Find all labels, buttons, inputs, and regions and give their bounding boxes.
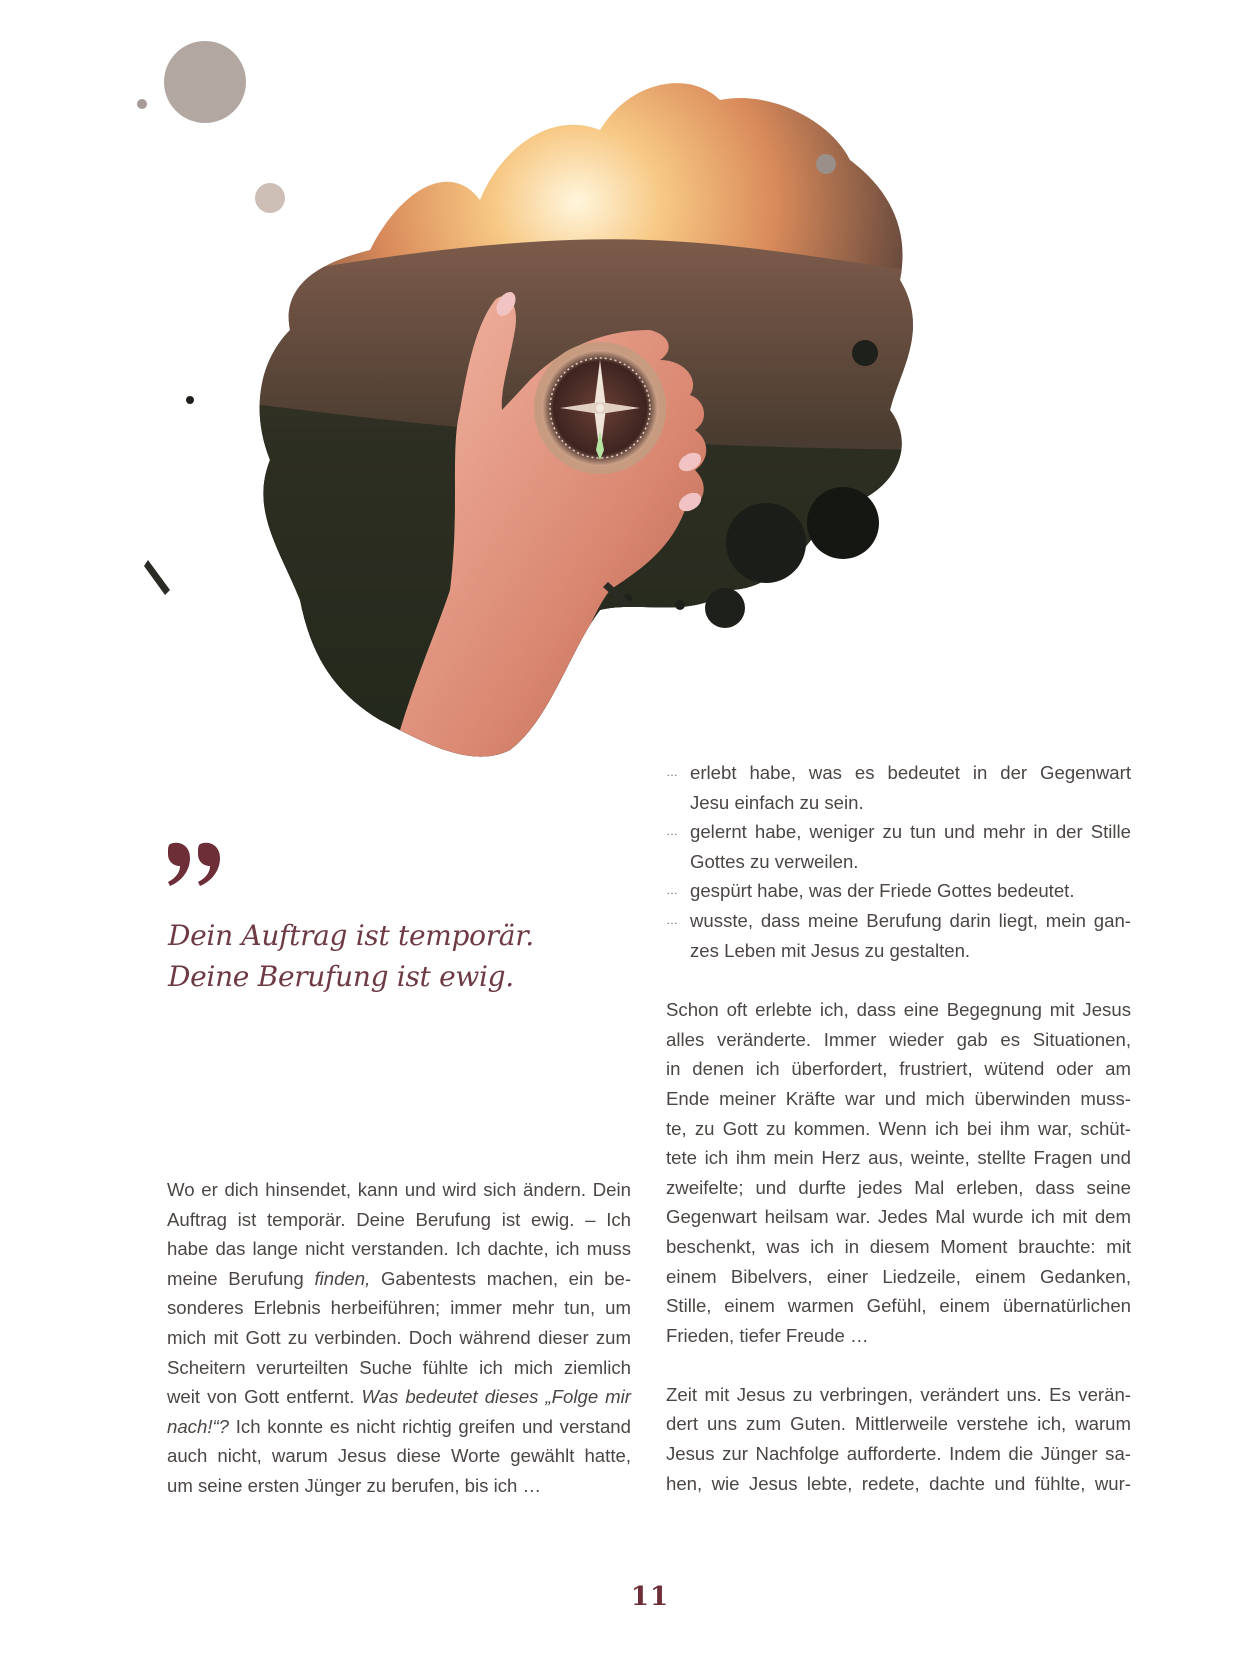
emphasis-text: nach!“? xyxy=(167,1415,230,1437)
text-line: um seine ersten Jünger zu berufen, bis ich … xyxy=(167,1474,542,1496)
list-item xyxy=(666,906,1131,965)
text-line: gelernt habe, weniger zu tun und mehr in der Stille xyxy=(690,821,1131,843)
text-line: sonderes Erlebnis herbeiführen; immer mehr tun, um xyxy=(167,1297,631,1319)
text-line: mich mit Gott zu verbinden. Doch während dieser zum xyxy=(167,1326,631,1348)
text-line: Gottes zu verweilen. xyxy=(690,850,859,872)
text-line: Frieden, tiefer Freude … xyxy=(666,1324,869,1346)
pull-quote xyxy=(168,915,628,997)
text-line: Jesus zur Nachfolge aufforderte. Indem die Jünger sa- xyxy=(666,1443,1131,1465)
text-line: alles veränderte. Immer wieder gab es Situationen, xyxy=(666,1028,1131,1050)
quote-line-1: Dein Auftrag ist temporär. xyxy=(168,919,534,952)
text-line xyxy=(167,1382,631,1412)
text-line xyxy=(167,1412,631,1442)
text-line: Jesu einfach zu sein. xyxy=(690,791,864,813)
text-line: Gegenwart heilsam war. Jedes Mal wurde ich mit dem xyxy=(666,1206,1131,1228)
text-line: zweifelte; und durfte jedes Mal erleben, dass seine xyxy=(666,1176,1131,1198)
text-line: gespürt habe, was der Friede Gottes bedeutet. xyxy=(690,880,1075,902)
quote-line-2: Deine Berufung ist ewig. xyxy=(168,960,514,993)
text-line: erlebt habe, was es bedeutet in der Gegenwart xyxy=(690,762,1131,783)
ellipsis-bullet: … xyxy=(666,765,678,779)
right-column xyxy=(666,758,1131,1498)
text-line: dert uns zum Guten. Mittlerweile verstehe ich, warum xyxy=(666,1413,1131,1435)
paragraph-gap xyxy=(666,1350,1131,1380)
right-paragraph-2 xyxy=(666,1380,1131,1498)
list-item xyxy=(666,817,1131,876)
emphasis-text: Was bedeutet dieses „Folge mir xyxy=(361,1386,631,1408)
ellipsis-bullet: … xyxy=(666,883,678,898)
quote-mark-icon xyxy=(166,838,226,898)
text-line: tete ich ihm mein Herz aus, weinte, stellte Fragen und xyxy=(666,1147,1131,1169)
text-span: meine Berufung xyxy=(167,1267,304,1289)
text-span: Gabentests machen, ein be- xyxy=(380,1267,632,1289)
ellipsis-bullet: … xyxy=(666,912,678,927)
left-paragraph xyxy=(167,1175,631,1501)
page-number: 11 xyxy=(630,1582,670,1612)
text-line: beschenkt, was ich in diesem Moment brauchte: mit xyxy=(666,1235,1131,1257)
text-line: zes Leben mit Jesus zu gestalten. xyxy=(690,939,971,961)
ellipsis-list xyxy=(666,758,1131,965)
right-paragraph-1 xyxy=(666,995,1131,1350)
text-line: Stille, einem warmen Gefühl, einem übernatürlichen xyxy=(666,1295,1131,1317)
text-line: in denen ich überfordert, frustriert, wütend oder am xyxy=(666,1058,1131,1080)
text-line: Zeit mit Jesus zu verbringen, verändert uns. Es verän- xyxy=(666,1383,1131,1405)
text-line: Schon oft erlebte ich, dass eine Begegnung mit Jesus xyxy=(666,999,1131,1021)
text-line: auch nicht, warum Jesus diese Worte gewählt hatte, xyxy=(167,1445,631,1467)
text-line: Ende meiner Kräfte war und mich überwinden muss- xyxy=(666,1087,1131,1109)
text-line: habe das lange nicht verstanden. Ich dachte, ich muss xyxy=(167,1238,631,1260)
text-line: hen, wie Jesus lebte, redete, dachte und fühlte, wur- xyxy=(666,1472,1131,1494)
text-line: Auftrag ist temporär. Deine Berufung ist ewig. – Ich xyxy=(167,1208,631,1230)
ellipsis-bullet: … xyxy=(666,824,678,839)
text-line: Wo er dich hinsendet, kann und wird sich ändern. Dein xyxy=(167,1179,631,1200)
text-line xyxy=(167,1264,631,1294)
list-item xyxy=(666,876,1131,906)
left-column xyxy=(167,1175,631,1501)
text-line: Scheitern verurteilten Suche fühlte ich mich ziemlich xyxy=(167,1356,631,1378)
text-line: te, zu Gott zu kommen. Wenn ich bei ihm war, schüt- xyxy=(666,1117,1131,1139)
text-span: weit von Gott entfernt. xyxy=(167,1386,355,1408)
list-item xyxy=(666,758,1131,817)
compass-sunset-image xyxy=(130,30,990,810)
text-line: einem Bibelvers, einer Liedzeile, einem Gedanken, xyxy=(666,1265,1131,1287)
text-span: Ich konnte es nicht richtig greifen und verstand xyxy=(235,1415,631,1437)
emphasis-text: finden, xyxy=(314,1267,371,1289)
text-line: wusste, dass meine Berufung darin liegt, mein gan- xyxy=(690,909,1131,931)
